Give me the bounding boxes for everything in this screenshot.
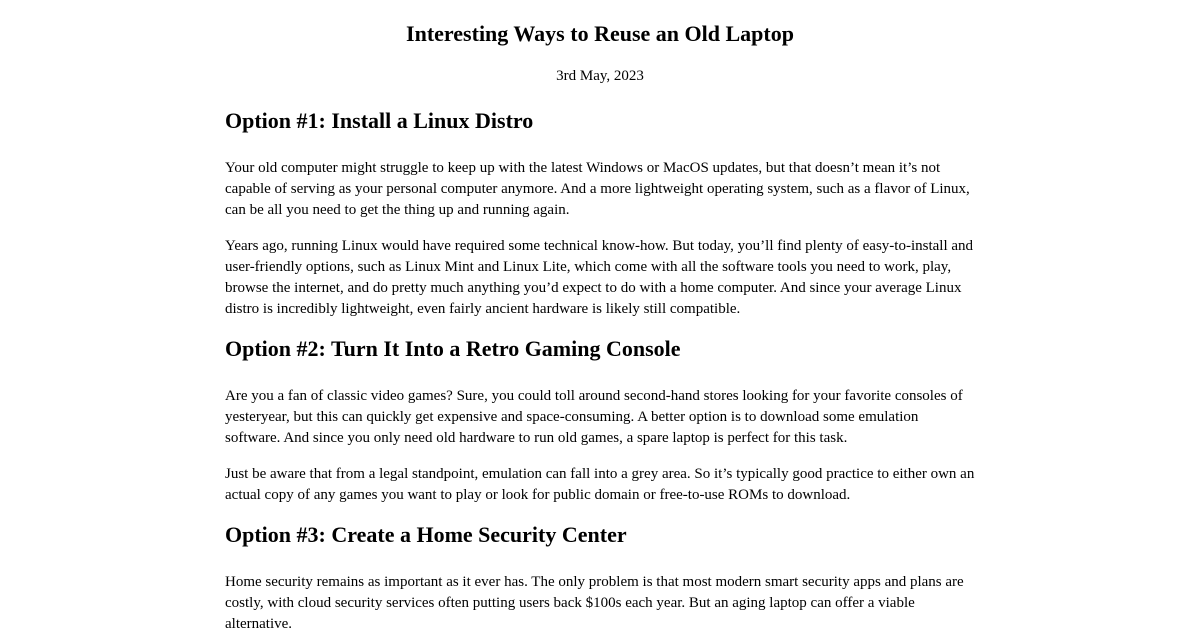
article — [225, 0, 975, 635]
section-1-paragraph-1: Your old computer might struggle to keep up with the latest Windows or MacOS updates, but that doesn’t mean it’s not capable of serving as your personal computer anymore. And a more lightweight operating system, such as a flavor of Linux, can be all you need to get the thing up and running again. — [225, 160, 970, 218]
section-heading-2: Option #2: Turn It Into a Retro Gaming Console — [225, 336, 681, 361]
section-2-paragraph-1: Are you a fan of classic video games? Sure, you could toll around second-hand stores looking for your favorite consoles of yesteryear, but this can quickly get expensive and space-consuming. A better option is to download some emulation software. And since you only need old hardware to run old games, a spare laptop is perfect for this task. — [225, 388, 963, 446]
section-2-paragraph-2: Just be aware that from a legal standpoint, emulation can fall into a grey area. So it’s typically good practice to either own an actual copy of any games you want to play or look for public domain or free-to-use ROMs to download. — [225, 466, 975, 503]
article-title: Interesting Ways to Reuse an Old Laptop — [406, 21, 794, 46]
section-3-paragraph-1: Home security remains as important as it ever has. The only problem is that most modern smart security apps and plans are costly, with cloud security services often putting users back $100s each year. But an aging laptop can offer a viable alternative. — [225, 574, 964, 632]
section-heading-1: Option #1: Install a Linux Distro — [225, 108, 534, 133]
section-heading-3: Option #3: Create a Home Security Center — [225, 522, 627, 547]
section-1-paragraph-2: Years ago, running Linux would have required some technical know-how. But today, you’ll find plenty of easy-to-install and user-friendly options, such as Linux Mint and Linux Lite, which come with all the software tools you need to work, play, browse the internet, and do pretty much anything you’d expect to do with a home computer. And since your average Linux distro is incredibly lightweight, even fairly ancient hardware is likely still compatible. — [225, 238, 974, 317]
article-date: 3rd May, 2023 — [556, 68, 644, 84]
